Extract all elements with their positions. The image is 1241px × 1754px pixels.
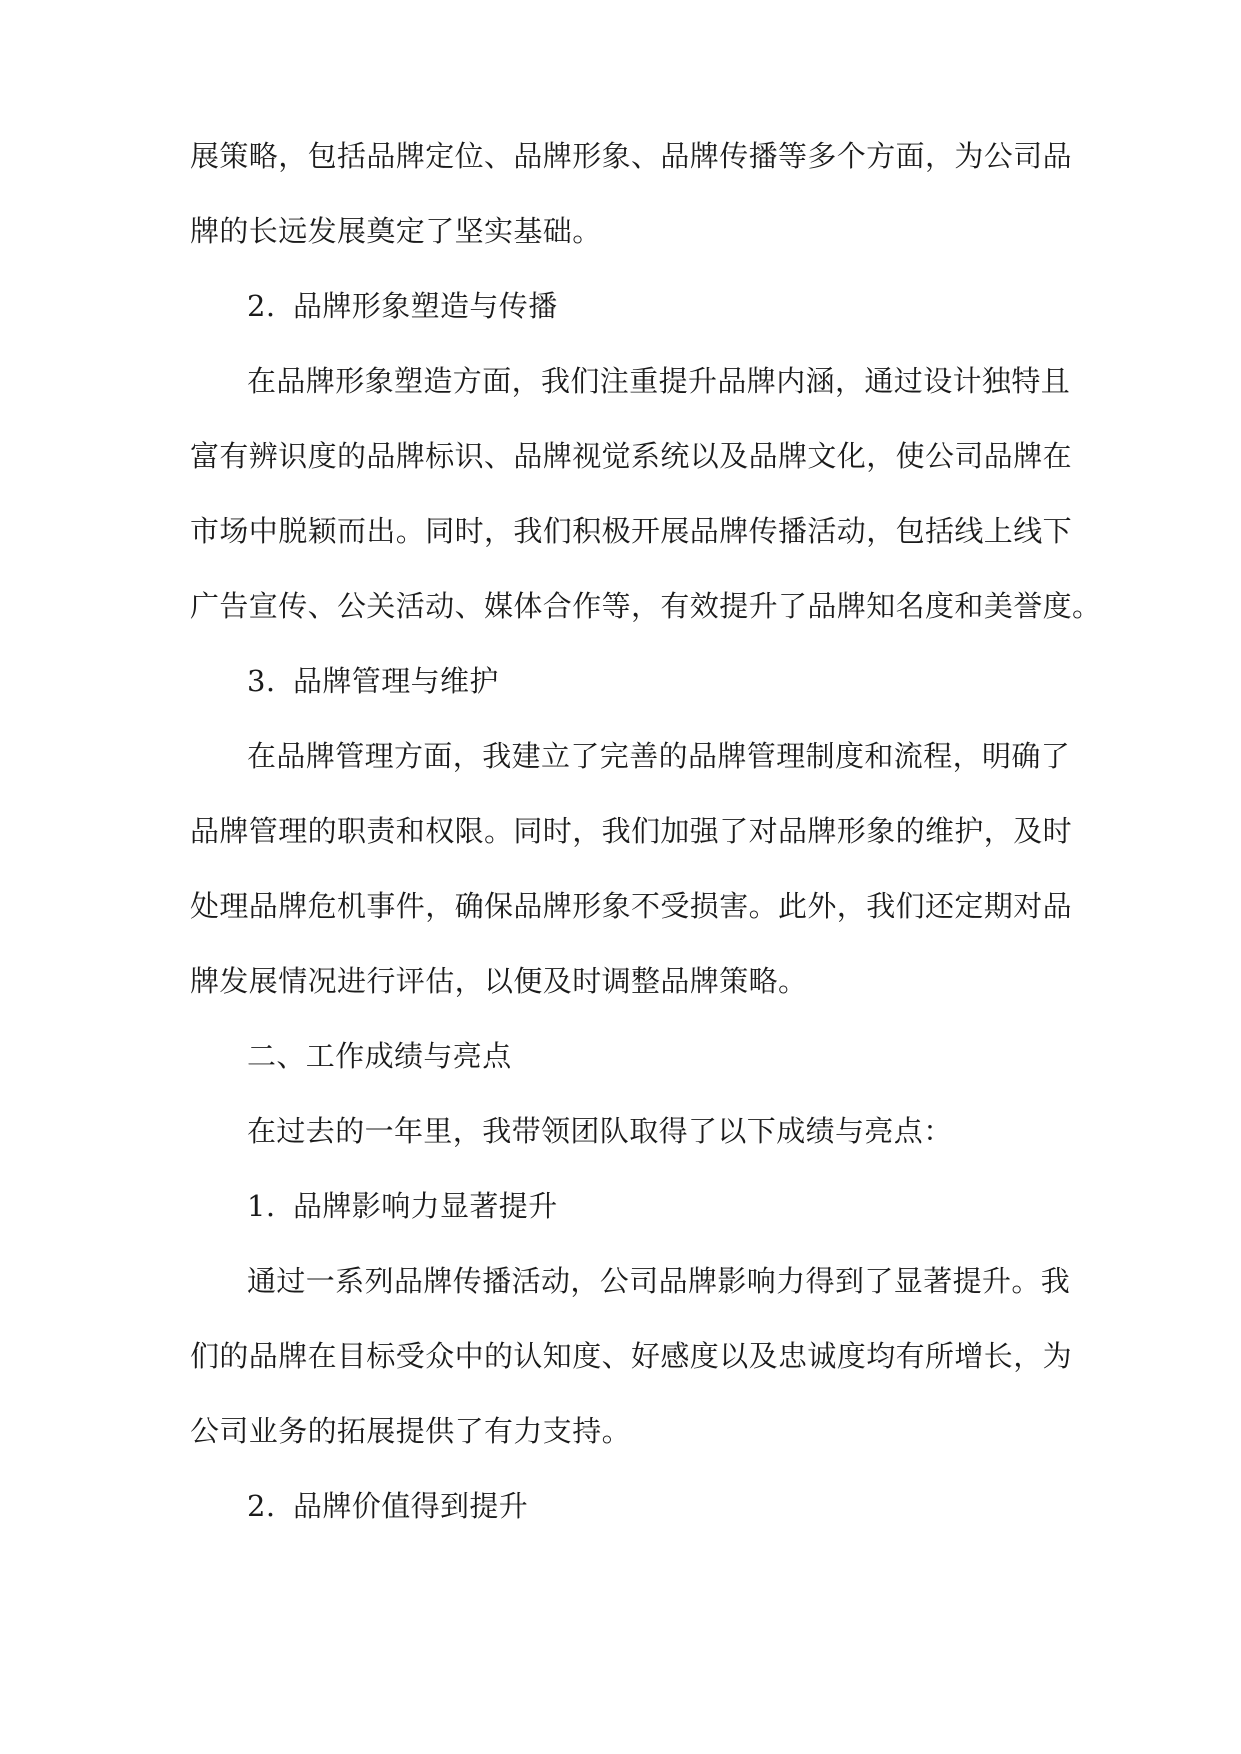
section-heading — [247, 1486, 1117, 1526]
section-heading — [247, 1186, 1117, 1226]
list-number: 2. — [247, 1489, 276, 1523]
paragraph-line: 牌的长远发展奠定了坚实基础。 — [190, 214, 602, 248]
paragraph-line: 富有辨识度的品牌标识、品牌视觉系统以及品牌文化，使公司品牌在 — [190, 439, 1073, 473]
paragraph-line: 市场中脱颖而出。同时，我们积极开展品牌传播活动，包括线上线下 — [190, 514, 1073, 548]
paragraph-line: 处理品牌危机事件，确保品牌形象不受损害。此外，我们还定期对品 — [190, 889, 1073, 923]
section-heading — [247, 286, 1117, 326]
list-number: 1. — [247, 1189, 276, 1223]
paragraph-line: 们的品牌在目标受众中的认知度、好感度以及忠诚度均有所增长，为 — [190, 1339, 1073, 1373]
heading-text: 品牌形象塑造与传播 — [293, 289, 558, 323]
paragraph-line: 在品牌管理方面，我建立了完善的品牌管理制度和流程，明确了 — [247, 739, 1071, 773]
list-number: 2. — [247, 289, 276, 323]
paragraph-line: 在品牌形象塑造方面，我们注重提升品牌内涵，通过设计独特且 — [247, 364, 1071, 398]
paragraph-line: 在过去的一年里，我带领团队取得了以下成绩与亮点： — [247, 1114, 953, 1148]
paragraph-line: 品牌管理的职责和权限。同时，我们加强了对品牌形象的维护，及时 — [190, 814, 1073, 848]
section-heading — [247, 661, 1117, 701]
list-number: 3. — [247, 664, 276, 698]
heading-text: 品牌影响力显著提升 — [293, 1189, 558, 1223]
heading-text: 品牌价值得到提升 — [293, 1489, 529, 1523]
heading-text: 品牌管理与维护 — [293, 664, 499, 698]
paragraph-line: 牌发展情况进行评估，以便及时调整品牌策略。 — [190, 964, 808, 998]
paragraph-line: 通过一系列品牌传播活动，公司品牌影响力得到了显著提升。我 — [247, 1264, 1071, 1298]
paragraph-line: 展策略，包括品牌定位、品牌形象、品牌传播等多个方面，为公司品 — [190, 139, 1073, 173]
paragraph-line: 公司业务的拓展提供了有力支持。 — [190, 1414, 632, 1448]
paragraph-line: 广告宣传、公关活动、媒体合作等，有效提升了品牌知名度和美誉度。 — [190, 589, 1102, 623]
section-heading: 二、工作成绩与亮点 — [247, 1039, 512, 1073]
